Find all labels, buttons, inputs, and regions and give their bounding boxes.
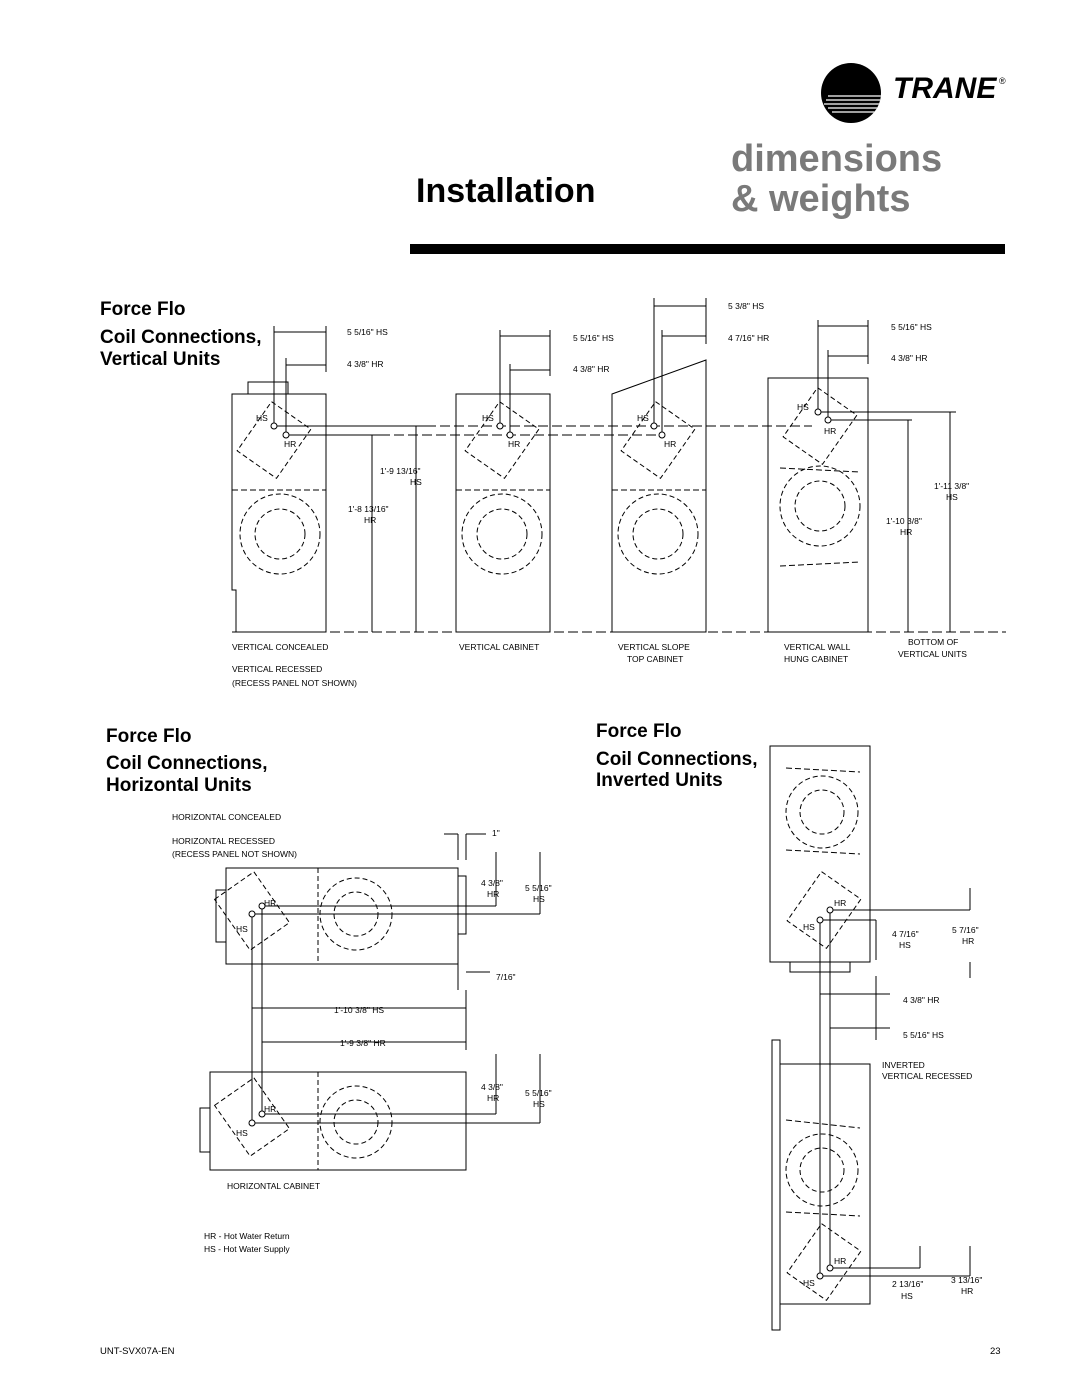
brand-wordmark: TRANE [893, 72, 997, 105]
vertical-title: Force Flo [100, 299, 186, 320]
dim-hs-value-1: 5 5/16" [525, 883, 552, 893]
caption-inverted-2: VERTICAL RECESSED [882, 1071, 973, 1081]
caption-slope-2: TOP CABINET [627, 654, 684, 664]
footer-doc-id: UNT-SVX07A-EN [100, 1346, 175, 1357]
tag-hs-4: HS [797, 402, 809, 412]
tag-hs-2: HS [482, 413, 494, 423]
dim-hs-tag-1: HS [533, 894, 545, 904]
tag-hs-inv-1: HS [803, 922, 815, 932]
dim-inv-hr-value-2: 3 13/16" [951, 1275, 983, 1285]
horizontal-title: Force Flo [106, 726, 192, 747]
dim-inv-hr-tag-1: HR [962, 936, 975, 946]
tag-hr-2: HR [508, 439, 521, 449]
caption-recess-note: (RECESS PANEL NOT SHOWN) [232, 678, 357, 688]
dim-wall-hr-tag: HR [900, 527, 913, 537]
dim-height-hr-tag: HR [364, 515, 377, 525]
dim-wall-hs-value: 1'-11 3/8" [934, 481, 970, 491]
dim-hr-value-1: 4 3/8" [481, 878, 503, 888]
horizontal-subtitle-1: Coil Connections, [106, 753, 268, 774]
dim-inv-hs-tag-2: HS [901, 1291, 913, 1301]
caption-horizontal-recess-note: (RECESS PANEL NOT SHOWN) [172, 849, 297, 859]
caption-horizontal-recessed: HORIZONTAL RECESSED [172, 836, 275, 846]
vertical-subtitle-2: Vertical Units [100, 349, 221, 370]
legend-hs: HS - Hot Water Supply [204, 1244, 290, 1254]
dim-inv-hs-value-1: 4 7/16" [892, 929, 919, 939]
dim-1-inch: 1" [492, 828, 500, 838]
tag-hr-inv-2: HR [834, 1256, 847, 1266]
tag-hr-3: HR [664, 439, 677, 449]
tag-hs-inv-2: HS [803, 1278, 815, 1288]
vertical-subtitle-1: Coil Connections, [100, 327, 262, 348]
dim-hr-offset-wall: 4 3/8" HR [891, 353, 928, 363]
caption-bottom-2: VERTICAL UNITS [898, 649, 967, 659]
tag-hs-1: HS [256, 413, 268, 423]
dim-hs-offset-wall: 5 5/16" HS [891, 322, 932, 332]
dim-wall-hr-value: 1'-10 3/8" [886, 516, 922, 526]
tag-hr-4: HR [824, 426, 837, 436]
caption-inverted-1: INVERTED [882, 1060, 925, 1070]
tag-hs-3: HS [637, 413, 649, 423]
dim-hr-offset-slope: 4 7/16" HR [728, 333, 770, 343]
dim-inv-hr-tag-2: HR [961, 1286, 974, 1296]
topic-title-line2: & weights [731, 178, 911, 220]
dim-length-hr: 1'-9 3/8" HR [340, 1038, 386, 1048]
dim-wall-hs-tag: HS [946, 492, 958, 502]
caption-slope-1: VERTICAL SLOPE [618, 642, 690, 652]
registered-mark: ® [999, 76, 1006, 86]
dim-length-hs: 1'-10 3/8" HS [334, 1005, 384, 1015]
dim-hr-offset-cabinet: 4 3/8" HR [573, 364, 610, 374]
dim-inv-hr-offset: 4 3/8" HR [903, 995, 940, 1005]
dim-hs-value-2: 5 5/16" [525, 1088, 552, 1098]
caption-bottom-1: BOTTOM OF [908, 637, 959, 647]
dim-7-16: 7/16" [496, 972, 516, 982]
caption-wall-1: VERTICAL WALL [784, 642, 851, 652]
section-title: Installation [416, 172, 596, 210]
tag-hs-horiz-1: HS [236, 924, 248, 934]
caption-vertical-cabinet: VERTICAL CABINET [459, 642, 540, 652]
tag-hr-horiz-2: HR [264, 1104, 277, 1114]
dim-height-hr-value: 1'-8 13/16" [348, 504, 389, 514]
dim-hs-offset-cabinet: 5 5/16" HS [573, 333, 614, 343]
inverted-title: Force Flo [596, 721, 682, 742]
dim-height-hs-value: 1'-9 13/16" [380, 466, 421, 476]
tag-hs-horiz-2: HS [236, 1128, 248, 1138]
dim-hs-offset-concealed: 5 5/16" HS [347, 327, 388, 337]
caption-wall-2: HUNG CABINET [784, 654, 849, 664]
footer-page-number: 23 [990, 1346, 1001, 1357]
topic-title-line1: dimensions [731, 138, 943, 180]
caption-vertical-concealed: VERTICAL CONCEALED [232, 642, 329, 652]
caption-horizontal-concealed: HORIZONTAL CONCEALED [172, 812, 282, 822]
dim-hr-value-2: 4 3/8" [481, 1082, 503, 1092]
dim-inv-hs-value-2: 2 13/16" [892, 1279, 924, 1289]
tag-hr-1: HR [284, 439, 297, 449]
dim-hs-offset-slope: 5 3/8" HS [728, 301, 765, 311]
dim-height-hs-tag: HS [410, 477, 422, 487]
tag-hr-inv-1: HR [834, 898, 847, 908]
caption-vertical-recessed: VERTICAL RECESSED [232, 664, 323, 674]
dim-hs-tag-2: HS [533, 1099, 545, 1109]
legend-hr: HR - Hot Water Return [204, 1231, 290, 1241]
dim-hr-tag-1: HR [487, 889, 500, 899]
inverted-subtitle-1: Coil Connections, [596, 749, 758, 770]
caption-horizontal-cabinet: HORIZONTAL CABINET [227, 1181, 321, 1191]
dim-inv-hs-offset: 5 5/16" HS [903, 1030, 944, 1040]
tag-hr-horiz-1: HR [264, 898, 277, 908]
dim-hr-tag-2: HR [487, 1093, 500, 1103]
dim-inv-hs-tag-1: HS [899, 940, 911, 950]
horizontal-subtitle-2: Horizontal Units [106, 775, 252, 796]
dim-inv-hr-value-1: 5 7/16" [952, 925, 979, 935]
inverted-subtitle-2: Inverted Units [596, 770, 723, 791]
dim-hr-offset-concealed: 4 3/8" HR [347, 359, 384, 369]
